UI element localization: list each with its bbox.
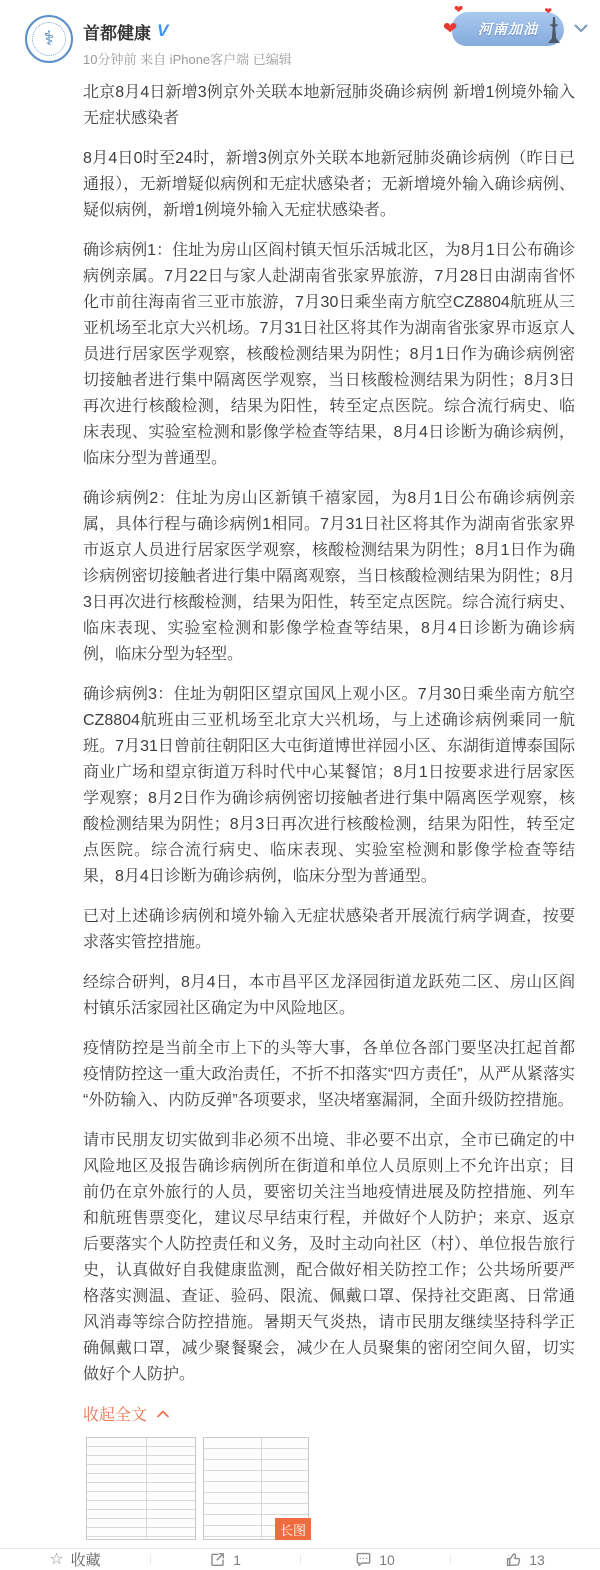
- caret-up-icon: [157, 1410, 167, 1420]
- repost-count: 1: [233, 1551, 241, 1568]
- health-logo-icon: ⚕: [32, 22, 66, 56]
- favorite-button[interactable]: [0, 1549, 150, 1570]
- repost-button[interactable]: [150, 1549, 300, 1570]
- heart-icon: ❤: [454, 4, 464, 16]
- henan-badge-label: 河南加油: [478, 21, 538, 37]
- repost-icon: [209, 1551, 226, 1568]
- post-topright-area: [443, 4, 588, 46]
- post-paragraph: 确诊病例1：住址为房山区阎村镇天恒乐活城北区，为8月1日公布确诊病例亲属。7月22日与家人赴湖南省张家界旅游，7月28日由湖南省怀化市前往海南省三亚市旅游，7月30日乘坐南方航空CZ8804航班从三亚机场至北京大兴机场。7月31日社区将其作为湖南省张家界市返京人员进行居家医学观察，核酸检测结果为阴性；8月1日作为确诊病例密切接触者进行集中隔离医学观察，当日核酸检测结果为阴性；8月3日再次进行核酸检测，结果为阳性，转至定点医院。综合流行病史、临床表现、实验室检测和影像学检查等结果，8月4日诊断为确诊病例，临床分型为普通型。: [83, 242, 575, 467]
- comment-count: 10: [379, 1551, 395, 1568]
- thumbnail-table-left: [86, 1437, 196, 1540]
- avatar[interactable]: [25, 15, 73, 63]
- post-text: [83, 80, 575, 1388]
- post-title: 北京8月4日新增3例京外关联本地新冠肺炎确诊病例 新增1例境外输入无症状感染者: [83, 84, 575, 127]
- henan-support-badge: [443, 4, 564, 46]
- comment-icon: [355, 1551, 372, 1568]
- username[interactable]: 首都健康: [83, 23, 151, 43]
- like-button[interactable]: [450, 1549, 600, 1570]
- action-toolbar: [0, 1548, 600, 1570]
- post-paragraphs: [83, 146, 575, 1388]
- heart-icon: ❤: [544, 6, 552, 16]
- post-paragraph: 8月4日0时至24时，新增3例京外关联本地新冠肺炎确诊病例（昨日已通报），无新增疑似病例和无症状感染者；无新增境外输入确诊病例、疑似病例，新增1例境外输入无症状感染者。: [83, 150, 575, 219]
- attached-long-image-thumbnail[interactable]: [83, 1437, 309, 1540]
- comment-button[interactable]: [300, 1549, 450, 1570]
- post-paragraph: 请市民朋友切实做到非必须不出境、非必要不出京，全市已确定的中风险地区及报告确诊病例所在街道和单位人员原则上不允许出京；目前仍在京外旅行的人员，要密切关注当地疫情进展及防控措施、列车和航班售票变化，建议尽早结束行程，并做好个人防护；来京、返京后要落实个人防控责任和义务，及时主动向社区（村）、单位报告旅行史，认真做好自我健康监测，配合做好相关防控工作；公共场所要严格落实测温、查证、验码、限流、佩戴口罩、保持社交距离、日常通风消毒等综合防控措施。暑期天气炎热，请市民朋友继续坚持科学正确佩戴口罩，减少聚餐聚会，减少在人员聚集的密闭空间久留，切实做好个人防护。: [83, 1132, 575, 1383]
- post-meta: 10分钟前 来自 iPhone客户端 已编辑: [83, 52, 292, 67]
- collapse-link-label: 收起全文: [83, 1407, 148, 1424]
- favorite-label: 收藏: [70, 1552, 101, 1569]
- long-image-badge: 长图: [275, 1518, 311, 1540]
- heart-icon: ❤: [443, 19, 458, 38]
- tower-icon: [548, 17, 560, 43]
- post-paragraph: 经综合研判，8月4日，本市昌平区龙泽园街道龙跃苑二区、房山区阎村镇乐活家园社区确定为中风险地区。: [83, 974, 575, 1017]
- verified-badge-icon: V: [157, 21, 169, 40]
- post-paragraph: 确诊病例2：住址为房山区新镇千禧家园，为8月1日公布确诊病例亲属，具体行程与确诊病例1相同。7月31日社区将其作为湖南省张家界市返京人员进行居家医学观察，核酸检测结果为阴性；8月1日作为确诊病例密切接触者进行集中隔离观察，当日核酸检测结果为阴性；8月3日再次进行核酸检测，结果为阳性，转至定点医院。综合流行病史、临床表现、实验室检测和影像学检查等结果，8月4日诊断为确诊病例，临床分型为轻型。: [83, 490, 575, 663]
- thumbs-up-icon: [505, 1551, 522, 1568]
- collapse-full-text-link[interactable]: [83, 1402, 575, 1425]
- chevron-down-icon[interactable]: [574, 20, 588, 38]
- post-paragraph: 确诊病例3：住址为朝阳区望京国风上观小区。7月30日乘坐南方航空CZ8804航班由三亚机场至北京大兴机场，与上述确诊病例乘同一航班。7月31日曾前往朝阳区大屯街道博世祥园小区、东湖街道博泰国际商业广场和望京街道万科时代中心某餐馆；8月1日按要求进行居家医学观察；8月2日作为确诊病例密切接触者进行集中隔离医学观察，核酸检测结果为阴性；8月3日再次进行核酸检测，结果为阳性，转至定点医院。综合流行病史、临床表现、实验室检测和影像学检查等结果，8月4日诊断为确诊病例，临床分型为普通型。: [83, 686, 575, 885]
- like-count: 13: [529, 1551, 545, 1568]
- star-icon: ☆: [49, 1550, 64, 1568]
- post-paragraph: 已对上述确诊病例和境外输入无症状感染者开展流行病学调查，按要求落实管控措施。: [83, 908, 575, 951]
- post-paragraph: 疫情防控是当前全市上下的头等大事，各单位各部门要坚决扛起首都疫情防控这一重大政治责任，不折不扣落实“四方责任”，从严从紧落实“外防输入、内防反弹”各项要求，坚决堵塞漏洞，全面升级防控措施。: [83, 1040, 575, 1109]
